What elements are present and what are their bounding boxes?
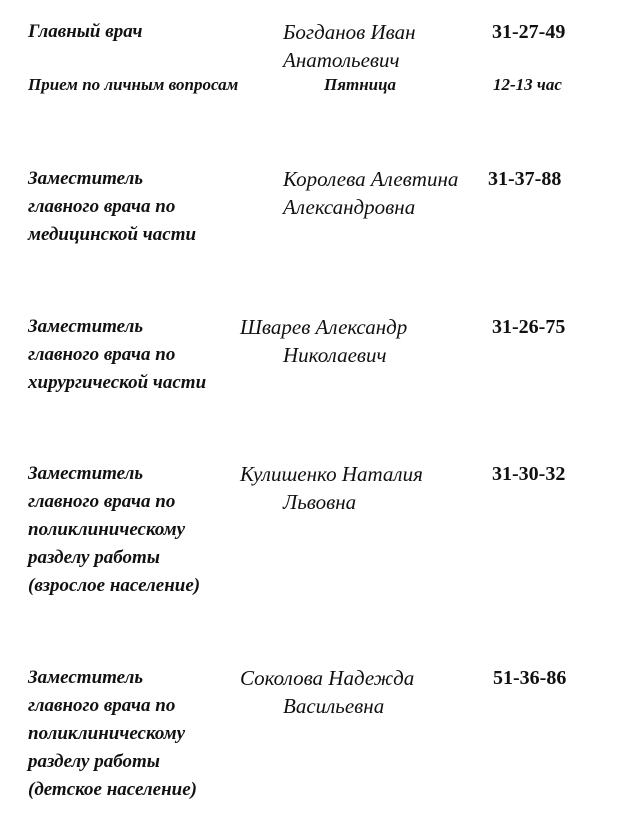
name-line: Королева Алевтина bbox=[283, 167, 459, 191]
position-line: разделу работы bbox=[28, 751, 160, 772]
position-line: главного врача по bbox=[28, 344, 176, 365]
position-line: медицинской части bbox=[28, 224, 197, 245]
chief-doctor-position: Главный врач bbox=[28, 21, 143, 42]
chief-doctor-phone: 31-27-49 bbox=[492, 21, 566, 43]
position-line: хирургической части bbox=[28, 372, 207, 393]
name-line: Соколова Надежда bbox=[240, 666, 415, 690]
chief-doctor-name-line-2: Анатольевич bbox=[283, 48, 400, 72]
chief-doctor-name-line-1: Богданов Иван bbox=[283, 20, 416, 44]
position-line: (взрослое население) bbox=[28, 575, 201, 596]
phone-number: 31-30-32 bbox=[492, 463, 566, 485]
name-line: Васильевна bbox=[283, 694, 385, 718]
position-line: главного врача по bbox=[28, 196, 176, 217]
position-line: поликлиническому bbox=[28, 519, 186, 540]
position-line: разделу работы bbox=[28, 547, 160, 568]
phone-number: 51-36-86 bbox=[493, 667, 567, 689]
position-line: Заместитель bbox=[28, 463, 144, 484]
name-line: Николаевич bbox=[283, 343, 387, 367]
name-line: Александровна bbox=[283, 195, 416, 219]
reception-label: Прием по личным вопросам bbox=[28, 75, 239, 94]
position-line: Заместитель bbox=[28, 667, 144, 688]
position-line: (детское население) bbox=[28, 779, 197, 800]
position-line: главного врача по bbox=[28, 695, 176, 716]
position-line: Заместитель bbox=[28, 316, 144, 337]
position-line: Заместитель bbox=[28, 168, 144, 189]
phone-number: 31-26-75 bbox=[492, 316, 566, 338]
reception-time: 12-13 час bbox=[493, 75, 562, 94]
position-line: главного врача по bbox=[28, 491, 176, 512]
position-line: поликлиническому bbox=[28, 723, 186, 744]
name-line: Львовна bbox=[283, 490, 357, 514]
name-line: Шварев Александр bbox=[240, 315, 408, 339]
phone-number: 31-37-88 bbox=[488, 168, 562, 190]
reception-day: Пятница bbox=[324, 75, 397, 94]
name-line: Кулишенко Наталия bbox=[240, 462, 423, 486]
